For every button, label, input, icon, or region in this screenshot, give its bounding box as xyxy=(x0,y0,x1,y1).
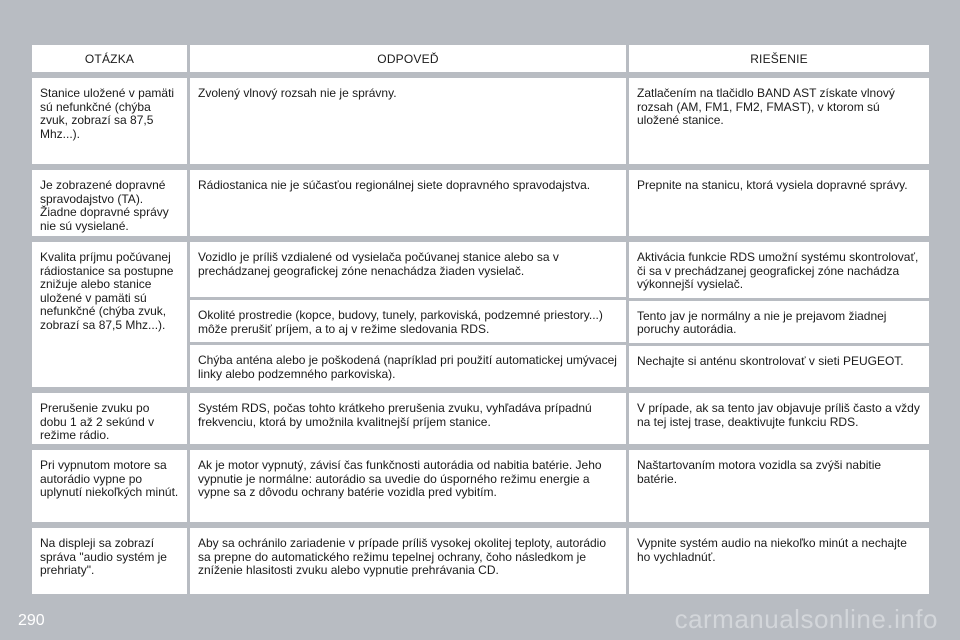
watermark: carmanualsonline.info xyxy=(674,604,938,634)
row-question: Stanice uložené v pamäti sú nefunkčné (chýba zvuk, zobrazí sa 87,5 Mhz...). xyxy=(32,78,187,164)
solution-group xyxy=(629,242,929,387)
header-answer: ODPOVEĎ xyxy=(190,45,626,72)
row-answer: Okolité prostredie (kopce, budovy, tunely, parkoviská, podzemné priestory...) môže prerušiť príjem, a to aj v režime sledovania RDS. xyxy=(190,300,626,342)
row-solution: Aktivácia funkcie RDS umožní systému skontrolovať, či sa v prechádzanej geografickej zóne nachádza výkonnejší vysielač. xyxy=(629,242,929,298)
row-solution: Vypnite systém audio na niekoľko minút a nechajte ho vychladnúť. xyxy=(629,528,929,594)
row-question: Na displeji sa zobrazí správa "audio systém je prehriaty". xyxy=(32,528,187,594)
page-number: 290 xyxy=(18,612,45,629)
row-answer: Systém RDS, počas tohto krátkeho prerušenia zvuku, vyhľadáva prípadnú frekvenciu, ktorá by umožnila kvalitnejší príjem stanice. xyxy=(190,393,626,444)
row-solution: Naštartovaním motora vozidla sa zvýši nabitie batérie. xyxy=(629,450,929,522)
row-question: Prerušenie zvuku po dobu 1 až 2 sekúnd v režime rádio. xyxy=(32,393,187,444)
row-answer: Ak je motor vypnutý, závisí čas funkčnosti autorádia od nabitia batérie. Jeho vypnutie je normálne: autorádio sa uvedie do úsporného režimu energie a vypne sa z dôvodu ochrany batérie vozidla pred vybitím. xyxy=(190,450,626,522)
faq-table xyxy=(32,45,929,594)
row-solution: Tento jav je normálny a nie je prejavom žiadnej poruchy autorádia. xyxy=(629,301,929,343)
row-solution: V prípade, ak sa tento jav objavuje príliš často a vždy na tej istej trase, deaktivujte funkciu RDS. xyxy=(629,393,929,444)
row-solution: Zatlačením na tlačidlo BAND AST získate vlnový rozsah (AM, FM1, FM2, FMAST), v ktorom sú uložené stanice. xyxy=(629,78,929,164)
header-solution: RIEŠENIE xyxy=(629,45,929,72)
row-answer: Rádiostanica nie je súčasťou regionálnej siete dopravného spravodajstva. xyxy=(190,170,626,236)
row-answer: Zvolený vlnový rozsah nie je správny. xyxy=(190,78,626,164)
header-question: OTÁZKA xyxy=(32,45,187,72)
row-answer: Vozidlo je príliš vzdialené od vysielača počúvanej stanice alebo sa v prechádzanej geografickej zóne nenachádza žiaden vysielač. xyxy=(190,242,626,297)
row-solution: Nechajte si anténu skontrolovať v sieti PEUGEOT. xyxy=(629,346,929,388)
row-question: Je zobrazené dopravné spravodajstvo (TA). Žiadne dopravné správy nie sú vysielané. xyxy=(32,170,187,236)
row-solution: Prepnite na stanicu, ktorá vysiela dopravné správy. xyxy=(629,170,929,236)
row-question: Kvalita príjmu počúvanej rádiostanice sa postupne znižuje alebo stanice uložené v pamäti sú nefunkčné (chýba zvuk, zobrazí sa 87,5 Mhz...). xyxy=(32,242,187,387)
row-answer: Aby sa ochránilo zariadenie v prípade príliš vysokej okolitej teploty, autorádio sa prepne do automatického režimu tepelnej ochrany, čoho následkom je zníženie hlasitosti zvuku alebo vypnutie prehrávania CD. xyxy=(190,528,626,594)
answer-group xyxy=(190,242,626,387)
row-question: Pri vypnutom motore sa autorádio vypne po uplynutí niekoľkých minút. xyxy=(32,450,187,522)
row-answer: Chýba anténa alebo je poškodená (napríklad pri použití automatickej umývacej linky alebo podzemného parkoviska). xyxy=(190,345,626,387)
